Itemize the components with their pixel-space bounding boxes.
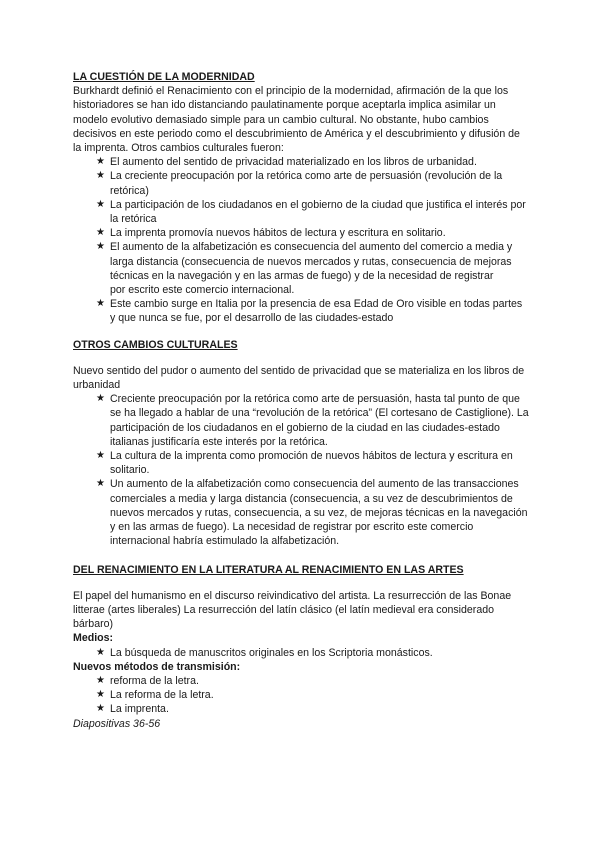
list-item <box>96 226 529 240</box>
list-item <box>96 297 529 325</box>
section-heading-renacimiento: DEL RENACIMIENTO EN LA LITERATURA AL RENACIMIENTO EN LAS ARTES <box>73 563 464 576</box>
list-item-text: La reforma de la letra. <box>110 689 214 702</box>
bullet-list-metodos <box>73 674 529 717</box>
star-bullet-icon: ★ <box>96 450 105 462</box>
list-item-text: Este cambio surge en Italia por la presencia de esa Edad de Oro visible en todas partes y que nunca se fue, por el desarrollo de las ciudades-estado <box>110 298 523 325</box>
list-item <box>96 198 529 226</box>
star-bullet-icon: ★ <box>96 298 105 310</box>
list-item-continuation: por escrito este comercio internacional. <box>110 284 295 297</box>
list-item-text: Un aumento de la alfabetización como consecuencia del aumento de las transacciones comerciales a media y larga distancia (consecuencia, a su vez de descubrimientos de nuevos mercados y rutas, consecuencia, a su vez, de mejoras técnicas en la navegación y en las armas de fuego). La necesidad de registrar por escrito este comercio internacional habría estimulado la alfabetización. <box>110 478 528 548</box>
bullet-list-modernidad <box>73 155 529 325</box>
list-item <box>96 240 529 297</box>
list-item-text: La cultura de la imprenta como promoción de nuevos hábitos de lectura y escritura en solitario. <box>110 450 513 477</box>
list-item <box>96 155 529 169</box>
star-bullet-icon: ★ <box>96 156 105 168</box>
section-intro-renacimiento: El papel del humanismo en el discurso reivindicativo del artista. La resurrección de las Bonae litterae (artes liberales) La resurrección del latín clásico (el latín medieval era considerado bárbaro) <box>73 589 512 631</box>
section-intro-modernidad: Burkhardt definió el Renacimiento con el principio de la modernidad, afirmación de la que los historiadores se han ido distanciando paulatinamente porque aceptarla implica asimilar un modelo evolutivo demasiado simple para un cambio cultural. No obstante, hubo cambios decisivos en este periodo como el descubrimiento de América y el descubrimiento y difusión de la imprenta. Otros cambios culturales fueron: <box>73 85 520 155</box>
star-bullet-icon: ★ <box>96 478 105 490</box>
footnote-slides: Diapositivas 36-56 <box>73 717 161 730</box>
list-item-text: El aumento del sentido de privacidad materializado en los libros de urbanidad. <box>110 156 477 169</box>
list-item <box>96 169 529 197</box>
list-item <box>96 674 529 688</box>
star-bullet-icon: ★ <box>96 170 105 182</box>
list-item-text: Creciente preocupación por la retórica como arte de persuasión, hasta tal punto de que se ha llegado a hablar de una “revolución de la retórica” (El cortesano de Castiglione). La participación de los ciudadanos en el gobierno de la ciudad en las ciudades-estado italianas justificaría este interés por la retórica. <box>110 393 529 448</box>
medios-label: Medios: <box>73 632 114 645</box>
list-item <box>96 646 529 660</box>
star-bullet-icon: ★ <box>96 227 105 239</box>
star-bullet-icon: ★ <box>96 674 105 686</box>
star-bullet-icon: ★ <box>96 393 105 405</box>
star-bullet-icon: ★ <box>96 241 105 253</box>
list-item-text: El aumento de la alfabetización es consecuencia del aumento del comercio a media y larga distancia (consecuencia de nuevos mercados y rutas, consecuencia de mejoras técnicas en la navegación y en las armas de fuego) y de la necesidad de registrar <box>110 241 513 282</box>
metodos-label: Nuevos métodos de transmisión: <box>73 660 241 673</box>
list-item <box>96 477 529 548</box>
section-heading-modernidad: LA CUESTIÓN DE LA MODERNIDAD <box>73 71 255 83</box>
list-item-text: La imprenta. <box>110 703 169 716</box>
list-item <box>96 702 529 716</box>
list-item-text: La participación de los ciudadanos en el gobierno de la ciudad que justifica el interés por la retórica <box>110 198 526 226</box>
bullet-list-otros-cambios <box>73 392 529 548</box>
list-item-text: La búsqueda de manuscritos originales en los Scriptoria monásticos. <box>110 646 433 659</box>
section-heading-otros-cambios: OTROS CAMBIOS CULTURALES <box>73 338 238 351</box>
star-bullet-icon: ★ <box>96 646 105 658</box>
star-bullet-icon: ★ <box>96 198 105 210</box>
bullet-list-medios <box>73 646 529 660</box>
list-item-text: La imprenta promovía nuevos hábitos de lectura y escritura en solitario. <box>110 227 446 240</box>
list-item <box>96 449 529 477</box>
star-bullet-icon: ★ <box>96 689 105 701</box>
document-page <box>73 70 529 731</box>
section-intro-otros-cambios: Nuevo sentido del pudor o aumento del sentido de privacidad que se materializa en los libros de urbanidad <box>73 364 525 392</box>
star-bullet-icon: ★ <box>96 703 105 715</box>
list-item <box>96 688 529 702</box>
list-item <box>96 392 529 449</box>
list-item-text: La creciente preocupación por la retórica como arte de persuasión (revolución de la retórica) <box>110 170 503 197</box>
list-item-text: reforma de la letra. <box>110 674 199 687</box>
